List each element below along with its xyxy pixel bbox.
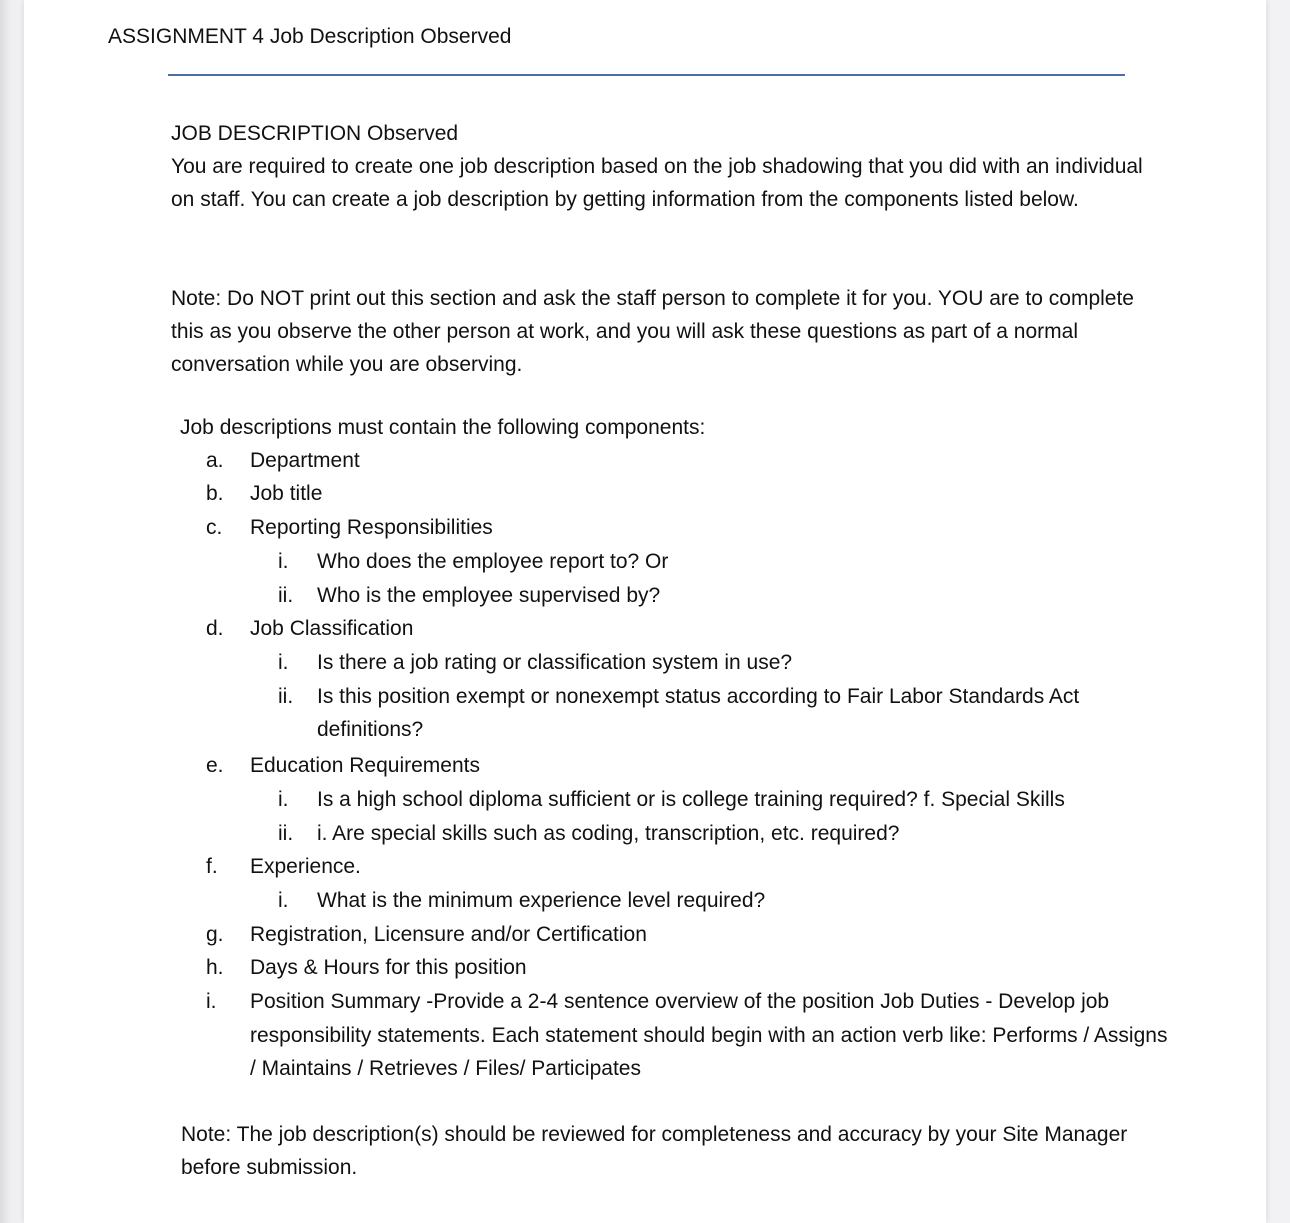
sub-item-text: Who is the employee supervised by?: [317, 584, 661, 607]
sub-marker: i.: [278, 788, 289, 811]
sub-item-text: Is this position exempt or nonexempt status according to Fair Labor Standards Act definitions?: [317, 685, 1080, 741]
list-item-text: Job title: [250, 482, 323, 505]
list-item-text: Department: [250, 449, 360, 472]
list-item-text: Education Requirements: [250, 754, 480, 777]
sub-item-text: Who does the employee report to? Or: [317, 550, 669, 573]
components-lead: Job descriptions must contain the following components:: [180, 416, 706, 439]
list-item-text: Registration, Licensure and/or Certification: [250, 923, 647, 946]
list-marker: d.: [206, 617, 224, 640]
sub-item-text: What is the minimum experience level required?: [317, 889, 766, 912]
header-divider: [168, 74, 1125, 76]
list-marker: e.: [206, 754, 224, 777]
page-header-title: ASSIGNMENT 4 Job Description Observed: [108, 25, 512, 48]
document-page: [24, 0, 1266, 1223]
sub-item-text: Is a high school diploma sufficient or is college training required? f. Special Skills: [317, 788, 1065, 811]
sub-marker: i.: [278, 889, 289, 912]
list-marker: f.: [206, 855, 218, 878]
list-marker: g.: [206, 923, 224, 946]
list-item-text: Job Classification: [250, 617, 414, 640]
list-item-text: Reporting Responsibilities: [250, 516, 493, 539]
note-paragraph: Note: Do NOT print out this section and ask the staff person to complete it for you. YOU are to complete this as you observe the other person at work, and you will ask these questions as part of a normal conversation while you are observing.: [171, 287, 1134, 376]
list-marker: b.: [206, 482, 224, 505]
section-heading: JOB DESCRIPTION Observed: [171, 122, 459, 145]
list-marker: i.: [206, 990, 217, 1013]
list-marker: c.: [206, 516, 223, 539]
sub-marker: ii.: [278, 584, 294, 607]
sub-marker: ii.: [278, 685, 294, 708]
sub-marker: i.: [278, 651, 289, 674]
sub-item-text: Is there a job rating or classification system in use?: [317, 651, 793, 674]
list-item-text: Position Summary -Provide a 2-4 sentence overview of the position Job Duties - Develop job responsibility statements. Each statement should begin with an action verb like: Performs / Assigns / Maintains / Retrieves / Files/ Participates: [250, 990, 1168, 1080]
closing-note: Note: The job description(s) should be reviewed for completeness and accuracy by your Site Manager before submission.: [181, 1123, 1128, 1179]
sub-item-text: i. Are special skills such as coding, transcription, etc. required?: [317, 822, 900, 845]
list-item-text: Experience.: [250, 855, 361, 878]
list-marker: h.: [206, 956, 224, 979]
sub-marker: i.: [278, 550, 289, 573]
sub-marker: ii.: [278, 822, 294, 845]
intro-paragraph: You are required to create one job description based on the job shadowing that you did with an individual on staff. You can create a job description by getting information from the components listed below.: [171, 155, 1143, 211]
list-marker: a.: [206, 449, 224, 472]
list-item-text: Days & Hours for this position: [250, 956, 527, 979]
